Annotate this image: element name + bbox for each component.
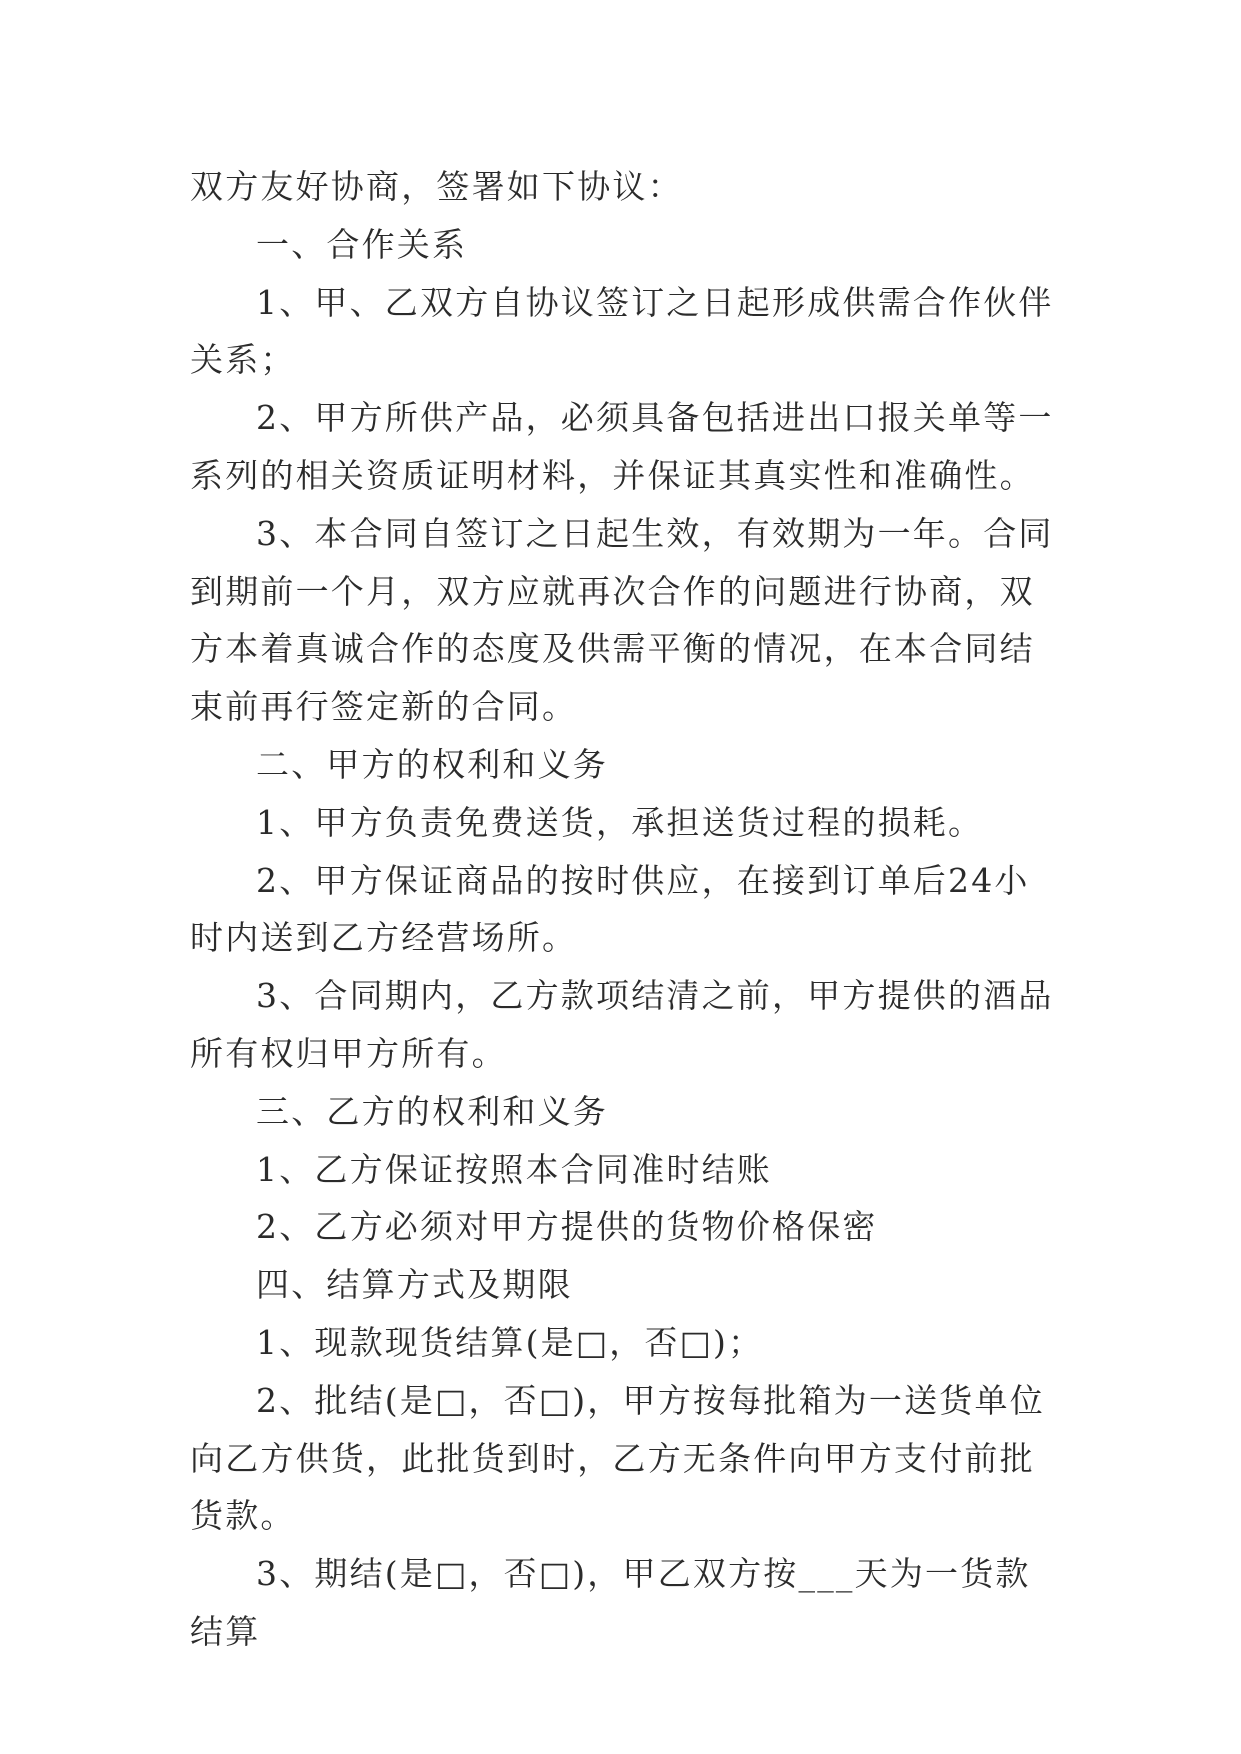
fill-in-blank-days: ___ (798, 1554, 855, 1594)
section-heading-cooperation: 一、合作关系 (256, 224, 468, 264)
clause-3-1: 1、乙方保证按照本合同准时结账 (256, 1149, 772, 1189)
paragraph-intro: 双方友好协商，签署如下协议： (190, 167, 683, 206)
clause-2-2: 2、甲方保证商品的按时供应，在接到订单后24小时内送到乙方经营场所。 (190, 860, 1030, 958)
section-heading-party-b: 三、乙方的权利和义务 (256, 1091, 608, 1131)
clause-1-2: 2、甲方所供产品，必须具备包括进出口报关单等一系列的相关资质证明材料，并保证其真实性和准确性。 (190, 398, 1054, 495)
clause-2-3: 3、合同期内，乙方款项结清之前，甲方提供的酒品所有权归甲方所有。 (190, 976, 1054, 1073)
clause-4-2: 2、批结(是□，否□)，甲方按每批箱为一送货单位向乙方供货，此批货到时，乙方无条件向甲方支付前批货款。 (190, 1380, 1045, 1536)
section-heading-settlement: 四、结算方式及期限 (256, 1265, 573, 1305)
section-heading-party-a: 二、甲方的权利和义务 (256, 744, 608, 784)
clause-1-1: 1、甲、乙双方自协议签订之日起形成供需合作伙伴关系； (190, 282, 1054, 380)
clause-4-3-text-after: 天为一货款结算 (190, 1554, 1031, 1651)
clause-2-1: 1、甲方负责免费送货，承担送货过程的损耗。 (256, 802, 984, 842)
clause-1-3: 3、本合同自签订之日起生效，有效期为一年。合同到期前一个月，双方应就再次合作的问题进行协商，双方本着真诚合作的态度及供需平衡的情况，在本合同结束前再行签定新的合同。 (190, 513, 1054, 727)
clause-3-2: 2、乙方必须对甲方提供的货物价格保密 (256, 1207, 878, 1247)
clause-4-1: 1、现款现货结算(是□，否□)； (256, 1322, 764, 1362)
clause-4-3 (190, 1545, 1060, 1661)
clause-4-3-text-before: 3、期结(是□，否□)，甲乙双方按 (256, 1554, 799, 1594)
document-body (190, 158, 1060, 1661)
